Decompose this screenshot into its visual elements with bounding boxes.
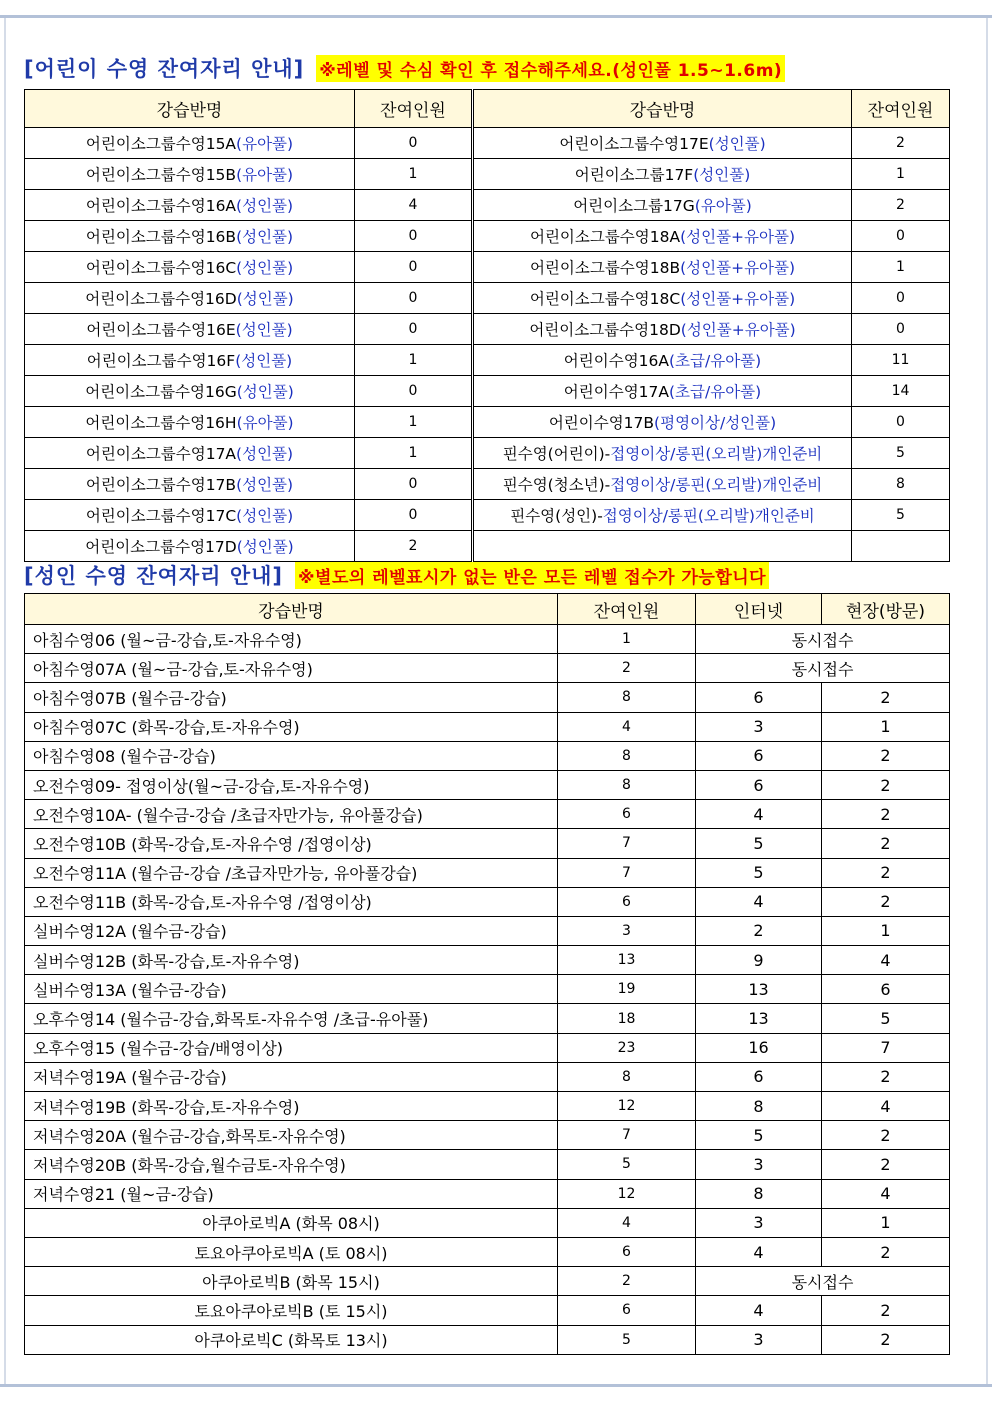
kids-pool-tag: (유아풀): [236, 414, 294, 432]
adult-remaining-cell: 6: [558, 1237, 696, 1266]
adult-class-name-cell: 아침수영07C (화목-강습,토-자유수영): [25, 712, 558, 741]
adult-remaining-cell: 2: [558, 1267, 696, 1296]
adult-internet-cell: 5: [696, 858, 822, 887]
kids-class-name-cell: [25, 283, 355, 314]
adult-internet-cell: 4: [696, 887, 822, 916]
kids-class-name-cell: [474, 531, 852, 562]
adult-onsite-cell: 1: [822, 712, 950, 741]
kids-class-name-cell: [25, 407, 355, 438]
kids-pool-tag: (성인풀+유아풀): [680, 321, 796, 339]
adult-remaining-cell: 8: [558, 770, 696, 799]
adult-class-name-cell: 실버수영12B (화목-강습,토-자유수영): [25, 946, 558, 975]
kids-table-row: [25, 159, 950, 190]
adult-remaining-cell: 18: [558, 1004, 696, 1033]
adult-class-name-cell: 토요아쿠아로빅A (토 08시): [25, 1237, 558, 1266]
adult-vacancy-table: [24, 593, 950, 1355]
kids-remaining-cell: 0: [852, 221, 950, 252]
adult-class-name-cell: 아침수영06 (월~금-강습,토-자유수영): [25, 625, 558, 654]
adult-table-row: [25, 800, 950, 829]
kids-class-name: 어린이소그룹수영17B: [85, 476, 237, 494]
kids-class-name-cell: [474, 314, 852, 345]
kids-class-name: 어린이소그룹수영15B: [85, 166, 237, 184]
kids-class-name: 어린이소그룹수영16A: [85, 197, 237, 215]
adult-header-remaining: 잔여인원: [558, 594, 696, 625]
adult-internet-cell: 3: [696, 1150, 822, 1179]
adult-internet-cell: 3: [696, 1325, 822, 1354]
kids-remaining-cell: 0: [355, 221, 472, 252]
adult-remaining-cell: 6: [558, 1296, 696, 1325]
kids-table-row: [25, 531, 950, 562]
adult-onsite-cell: 2: [822, 1237, 950, 1266]
adult-section-title: [성인 수영 잔여자리 안내]: [24, 564, 283, 588]
kids-section-note: ※레벨 및 수심 확인 후 접수해주세요.(성인풀 1.5~1.6m): [316, 55, 785, 82]
adult-table-row: [25, 1296, 950, 1325]
kids-class-name: 어린이소그룹수영16F: [86, 352, 236, 370]
adult-onsite-cell: 4: [822, 946, 950, 975]
adult-class-name-cell: 실버수영12A (월수금-강습): [25, 916, 558, 945]
adult-simultaneous-registration-cell: 동시접수: [696, 1267, 950, 1296]
adult-remaining-cell: 1: [558, 625, 696, 654]
adult-header-class: 강습반명: [25, 594, 558, 625]
kids-class-name-cell: [474, 159, 852, 190]
kids-class-name-cell: [25, 190, 355, 221]
adult-class-name-cell: 저녁수영19A (월수금-강습): [25, 1062, 558, 1091]
kids-pool-tag: (성인풀): [236, 476, 294, 494]
page-right-border: [986, 18, 988, 1384]
kids-pool-tag: (평영이상/성인풀): [654, 414, 777, 432]
adult-class-name-cell: 아침수영08 (월수금-강습): [25, 741, 558, 770]
kids-class-name-cell: [25, 128, 355, 159]
adult-table-row: [25, 1062, 950, 1091]
adult-remaining-cell: 8: [558, 1062, 696, 1091]
adult-remaining-cell: 12: [558, 1092, 696, 1121]
adult-class-name-cell: 오전수영09- 접영이상(월~금-강습,토-자유수영): [25, 770, 558, 799]
adult-table-row: [25, 975, 950, 1004]
adult-table-row: [25, 712, 950, 741]
adult-onsite-cell: 6: [822, 975, 950, 1004]
adult-remaining-cell: 5: [558, 1325, 696, 1354]
adult-table-row: [25, 946, 950, 975]
adult-class-name-cell: 실버수영13A (월수금-강습): [25, 975, 558, 1004]
adult-table-row: [25, 625, 950, 654]
kids-class-name: 어린이소그룹수영15A: [85, 135, 237, 153]
kids-pool-tag: (성인풀): [236, 507, 294, 525]
kids-header-remaining-left: 잔여인원: [355, 90, 472, 128]
kids-class-name: 어린이소그룹수영16C: [85, 259, 237, 277]
adult-internet-cell: 5: [696, 1121, 822, 1150]
adult-simultaneous-registration-cell: 동시접수: [696, 625, 950, 654]
kids-class-name: 어린이소그룹수영18A: [529, 228, 681, 246]
kids-pool-tag: (성인풀): [236, 290, 294, 308]
adult-class-name-cell: 저녁수영20A (월수금-강습,화목토-자유수영): [25, 1121, 558, 1150]
kids-header-remaining-right: 잔여인원: [852, 90, 950, 128]
adult-onsite-cell: 2: [822, 858, 950, 887]
adult-onsite-cell: 2: [822, 741, 950, 770]
adult-internet-cell: 9: [696, 946, 822, 975]
adult-onsite-cell: 2: [822, 1296, 950, 1325]
adult-remaining-cell: 4: [558, 1208, 696, 1237]
adult-class-name-cell: 아쿠아로빅C (화목토 13시): [25, 1325, 558, 1354]
kids-table-row: [25, 190, 950, 221]
kids-class-name-cell: [25, 221, 355, 252]
adult-remaining-cell: 4: [558, 712, 696, 741]
kids-table-row: [25, 283, 950, 314]
adult-onsite-cell: 1: [822, 916, 950, 945]
adult-internet-cell: 4: [696, 1296, 822, 1325]
adult-remaining-cell: 13: [558, 946, 696, 975]
kids-remaining-cell: 0: [852, 283, 950, 314]
page-bottom-border: [0, 1384, 992, 1403]
kids-remaining-cell: 0: [355, 469, 472, 500]
adult-remaining-cell: 6: [558, 800, 696, 829]
adult-table-row: [25, 1092, 950, 1121]
kids-class-name: 어린이소그룹17G: [573, 197, 695, 215]
adult-onsite-cell: 1: [822, 1208, 950, 1237]
adult-class-name-cell: 아침수영07B (월수금-강습): [25, 683, 558, 712]
adult-table-row: [25, 1208, 950, 1237]
kids-pool-tag: (성인풀): [236, 445, 294, 463]
kids-vacancy-table: [24, 89, 950, 562]
kids-class-name-cell: [474, 190, 852, 221]
adult-onsite-cell: 4: [822, 1179, 950, 1208]
adult-table-row: [25, 1325, 950, 1354]
adult-section-heading: [24, 559, 769, 591]
adult-internet-cell: 4: [696, 1237, 822, 1266]
kids-class-name: 어린이소그룹수영17C: [85, 507, 237, 525]
kids-class-name-cell: [474, 407, 852, 438]
kids-table-row: [25, 376, 950, 407]
kids-table-row: [25, 407, 950, 438]
kids-header-class-right: 강습반명: [474, 90, 852, 128]
adult-internet-cell: 3: [696, 1208, 822, 1237]
adult-internet-cell: 13: [696, 975, 822, 1004]
kids-class-name: 어린이소그룹수영18D: [529, 321, 681, 339]
kids-class-name: 어린이소그룹수영16B: [85, 228, 237, 246]
kids-class-name: 어린이소그룹수영17E: [559, 135, 709, 153]
kids-pool-tag: 접영이상/롱핀(오리발)개인준비: [602, 507, 815, 525]
adult-table-row: [25, 1237, 950, 1266]
adult-table-row: [25, 770, 950, 799]
kids-remaining-cell: 0: [355, 314, 472, 345]
adult-class-name-cell: 오전수영11B (화목-강습,토-자유수영 /접영이상): [25, 887, 558, 916]
kids-pool-tag: (성인풀+유아풀): [680, 290, 796, 308]
kids-remaining-cell: 0: [355, 500, 472, 531]
adult-table-row: [25, 829, 950, 858]
kids-pool-tag: (성인풀+유아풀): [680, 259, 796, 277]
adult-class-name-cell: 오후수영14 (월수금-강습,화목토-자유수영 /초급-유아풀): [25, 1004, 558, 1033]
adult-table-row: [25, 916, 950, 945]
kids-class-name: 핀수영(청소년)-: [502, 476, 611, 494]
kids-class-name-cell: [474, 500, 852, 531]
kids-remaining-cell: 0: [852, 314, 950, 345]
kids-class-name: 어린이소그룹수영17A: [85, 445, 237, 463]
kids-pool-tag: (성인풀): [235, 352, 293, 370]
kids-section-title: [어린이 수영 잔여자리 안내]: [24, 57, 305, 81]
adult-table-row: [25, 1033, 950, 1062]
kids-remaining-cell: 1: [355, 159, 472, 190]
kids-class-name: 어린이소그룹17F: [574, 166, 694, 184]
kids-remaining-cell: 14: [852, 376, 950, 407]
adult-onsite-cell: 5: [822, 1004, 950, 1033]
adult-internet-cell: 8: [696, 1179, 822, 1208]
adult-class-name-cell: 오전수영11A (월수금-강습 /초급자만가능, 유아풀강습): [25, 858, 558, 887]
kids-pool-tag: (성인풀): [236, 383, 294, 401]
adult-internet-cell: 8: [696, 1092, 822, 1121]
adult-header-onsite: 현장(방문): [822, 594, 950, 625]
kids-pool-tag: (초급/유아풀): [669, 383, 762, 401]
adult-remaining-cell: 23: [558, 1033, 696, 1062]
kids-pool-tag: (성인풀): [236, 228, 294, 246]
kids-table-body: [25, 90, 950, 562]
kids-remaining-cell: 0: [355, 128, 472, 159]
adult-remaining-cell: 12: [558, 1179, 696, 1208]
kids-class-name-cell: [25, 345, 355, 376]
kids-remaining-cell: 5: [852, 438, 950, 469]
adult-class-name-cell: 저녁수영21 (월~금-강습): [25, 1179, 558, 1208]
kids-table-row: [25, 221, 950, 252]
kids-pool-tag: (초급/유아풀): [669, 352, 762, 370]
adult-remaining-cell: 7: [558, 829, 696, 858]
adult-class-name-cell: 오후수영15 (월수금-강습/배영이상): [25, 1033, 558, 1062]
kids-class-name-cell: [474, 128, 852, 159]
kids-pool-tag: 접영이상/롱핀(오리발)개인준비: [610, 445, 823, 463]
adult-internet-cell: 13: [696, 1004, 822, 1033]
adult-internet-cell: 3: [696, 712, 822, 741]
adult-onsite-cell: 4: [822, 1092, 950, 1121]
kids-remaining-cell: 0: [355, 283, 472, 314]
adult-onsite-cell: 2: [822, 770, 950, 799]
kids-table-row: [25, 345, 950, 376]
adult-onsite-cell: 2: [822, 829, 950, 858]
kids-class-name: 어린이소그룹수영18B: [529, 259, 681, 277]
kids-class-name: 어린이소그룹수영16G: [85, 383, 237, 401]
adult-table-row: [25, 1150, 950, 1179]
adult-header-row: [25, 594, 950, 625]
kids-class-name-cell: [25, 314, 355, 345]
kids-pool-tag: (유아풀): [694, 197, 752, 215]
kids-table-row: [25, 438, 950, 469]
kids-class-name-cell: [474, 221, 852, 252]
kids-remaining-cell: 1: [852, 159, 950, 190]
adult-internet-cell: 6: [696, 770, 822, 799]
adult-header-internet: 인터넷: [696, 594, 822, 625]
adult-table-row: [25, 887, 950, 916]
adult-remaining-cell: 2: [558, 654, 696, 683]
kids-remaining-cell: 2: [852, 128, 950, 159]
adult-table-body: [25, 594, 950, 1355]
adult-onsite-cell: 7: [822, 1033, 950, 1062]
kids-remaining-cell: 2: [355, 531, 472, 562]
adult-table-row: [25, 1121, 950, 1150]
adult-onsite-cell: 2: [822, 683, 950, 712]
adult-onsite-cell: 2: [822, 1062, 950, 1091]
kids-remaining-cell: 1: [355, 345, 472, 376]
adult-class-name-cell: 아쿠아로빅B (화목 15시): [25, 1267, 558, 1296]
kids-table-row: [25, 500, 950, 531]
kids-class-name-cell: [474, 469, 852, 500]
kids-class-name-cell: [25, 469, 355, 500]
kids-class-name-cell: [25, 252, 355, 283]
kids-class-name: 어린이수영17A: [563, 383, 669, 401]
adult-internet-cell: 6: [696, 741, 822, 770]
kids-remaining-cell: 11: [852, 345, 950, 376]
page-left-border: [4, 18, 6, 1384]
adult-class-name-cell: 오전수영10B (화목-강습,토-자유수영 /접영이상): [25, 829, 558, 858]
kids-remaining-cell: 1: [355, 438, 472, 469]
kids-class-name-cell: [25, 438, 355, 469]
kids-pool-tag: (성인풀): [236, 259, 294, 277]
kids-pool-tag: (성인풀): [708, 135, 766, 153]
kids-remaining-cell: 0: [355, 376, 472, 407]
kids-table-row: [25, 469, 950, 500]
kids-remaining-cell: 8: [852, 469, 950, 500]
adult-internet-cell: 4: [696, 800, 822, 829]
kids-pool-tag: 접영이상/롱핀(오리발)개인준비: [610, 476, 823, 494]
kids-class-name-cell: [25, 531, 355, 562]
kids-class-name: 어린이소그룹수영16D: [85, 290, 237, 308]
kids-pool-tag: (성인풀): [236, 197, 294, 215]
adult-internet-cell: 5: [696, 829, 822, 858]
kids-class-name-cell: [474, 376, 852, 407]
adult-section-note: ※별도의 레벨표시가 없는 반은 모든 레벨 접수가 가능합니다: [295, 562, 769, 589]
adult-table-row: [25, 741, 950, 770]
kids-remaining-cell: 1: [852, 252, 950, 283]
kids-class-name: 핀수영(성인)-: [510, 507, 603, 525]
adult-simultaneous-registration-cell: 동시접수: [696, 654, 950, 683]
kids-class-name: 어린이소그룹수영17D: [85, 538, 237, 556]
adult-onsite-cell: 2: [822, 887, 950, 916]
kids-remaining-cell: 0: [852, 407, 950, 438]
kids-class-name-cell: [25, 159, 355, 190]
adult-class-name-cell: 토요아쿠아로빅B (토 15시): [25, 1296, 558, 1325]
kids-table-row: [25, 314, 950, 345]
adult-class-name-cell: 아쿠아로빅A (화목 08시): [25, 1208, 558, 1237]
kids-table-row: [25, 252, 950, 283]
kids-class-name-cell: [474, 345, 852, 376]
adult-table-row: [25, 1004, 950, 1033]
kids-class-name: 어린이소그룹수영18C: [529, 290, 681, 308]
kids-remaining-cell: [852, 531, 950, 562]
adult-internet-cell: 2: [696, 916, 822, 945]
adult-remaining-cell: 3: [558, 916, 696, 945]
kids-remaining-cell: 1: [355, 407, 472, 438]
kids-table-row: [25, 128, 950, 159]
kids-class-name-cell: [474, 438, 852, 469]
kids-pool-tag: (성인풀): [236, 538, 294, 556]
kids-class-name-cell: [25, 500, 355, 531]
kids-header-row: [25, 90, 950, 128]
adult-onsite-cell: 2: [822, 1325, 950, 1354]
kids-class-name: 어린이수영16A: [563, 352, 669, 370]
adult-remaining-cell: 8: [558, 741, 696, 770]
adult-onsite-cell: 2: [822, 1121, 950, 1150]
kids-class-name: 어린이소그룹수영16H: [85, 414, 237, 432]
kids-class-name: 핀수영(어린이)-: [502, 445, 611, 463]
kids-pool-tag: (성인풀): [693, 166, 751, 184]
kids-class-name-cell: [25, 376, 355, 407]
kids-class-name-cell: [474, 252, 852, 283]
kids-pool-tag: (유아풀): [236, 135, 294, 153]
kids-section-heading: [24, 52, 785, 84]
adult-table-row: [25, 858, 950, 887]
adult-table-row: [25, 1179, 950, 1208]
kids-remaining-cell: 2: [852, 190, 950, 221]
adult-remaining-cell: 19: [558, 975, 696, 1004]
kids-pool-tag: (성인풀+유아풀): [680, 228, 796, 246]
adult-remaining-cell: 5: [558, 1150, 696, 1179]
kids-remaining-cell: 0: [355, 252, 472, 283]
adult-class-name-cell: 저녁수영20B (화목-강습,월수금토-자유수영): [25, 1150, 558, 1179]
adult-table-row: [25, 654, 950, 683]
kids-pool-tag: (유아풀): [236, 166, 294, 184]
page-top-border: [0, 0, 992, 18]
adult-remaining-cell: 7: [558, 1121, 696, 1150]
kids-class-name: 어린이소그룹수영16E: [86, 321, 236, 339]
kids-header-class-left: 강습반명: [25, 90, 355, 128]
kids-remaining-cell: 5: [852, 500, 950, 531]
adult-remaining-cell: 7: [558, 858, 696, 887]
kids-remaining-cell: 4: [355, 190, 472, 221]
kids-pool-tag: (성인풀): [235, 321, 293, 339]
adult-internet-cell: 6: [696, 1062, 822, 1091]
adult-remaining-cell: 8: [558, 683, 696, 712]
adult-onsite-cell: 2: [822, 1150, 950, 1179]
adult-class-name-cell: 오전수영10A- (월수금-강습 /초급자만가능, 유아풀강습): [25, 800, 558, 829]
adult-table-row: [25, 683, 950, 712]
kids-class-name: 어린이수영17B: [548, 414, 655, 432]
adult-class-name-cell: 저녁수영19B (화목-강습,토-자유수영): [25, 1092, 558, 1121]
adult-class-name-cell: 아침수영07A (월~금-강습,토-자유수영): [25, 654, 558, 683]
kids-class-name-cell: [474, 283, 852, 314]
adult-remaining-cell: 6: [558, 887, 696, 916]
adult-table-row: [25, 1267, 950, 1296]
adult-internet-cell: 16: [696, 1033, 822, 1062]
adult-onsite-cell: 2: [822, 800, 950, 829]
adult-internet-cell: 6: [696, 683, 822, 712]
